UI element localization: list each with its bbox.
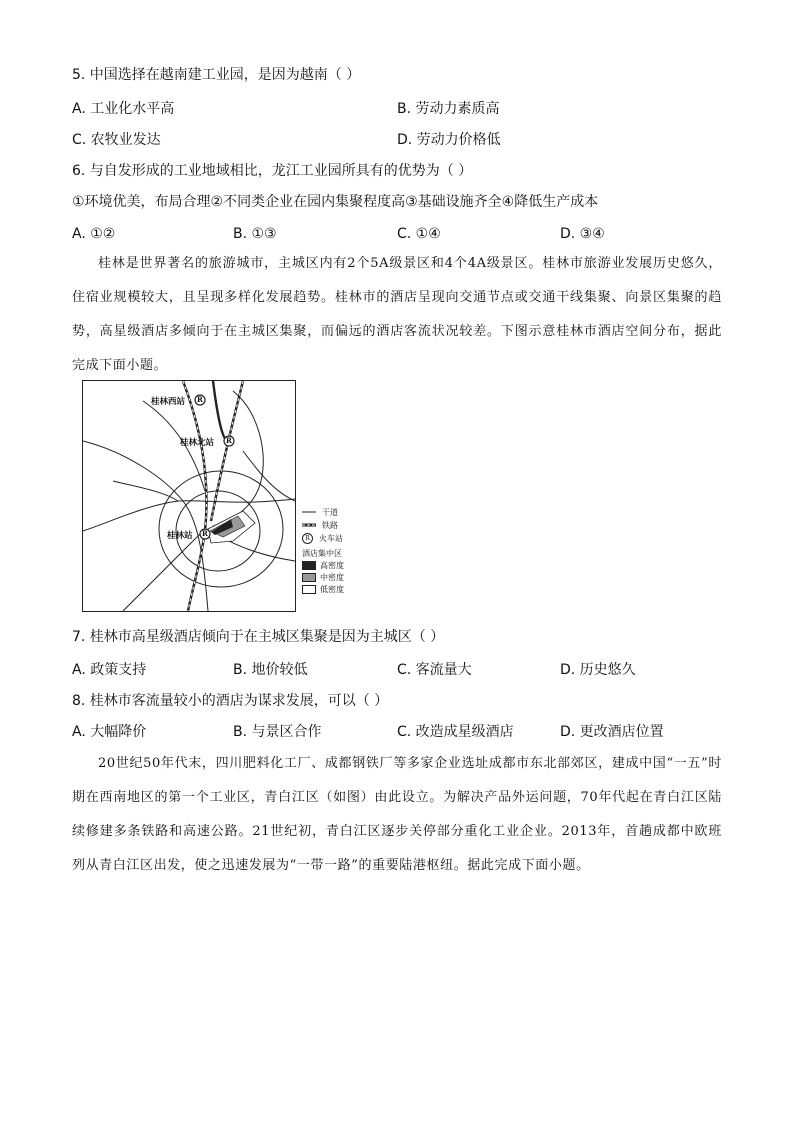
station-guilin-north-label: 桂林北站 bbox=[180, 438, 215, 448]
map-lines bbox=[83, 381, 295, 611]
q5-option-d: D. 劳动力价格低 bbox=[397, 132, 501, 148]
legend-high-density: 高密度 bbox=[302, 559, 344, 571]
legend-low-density: 低密度 bbox=[302, 583, 344, 595]
q6-option-d: D. ③④ bbox=[560, 226, 605, 242]
q6-option-a: A. ①② bbox=[72, 226, 116, 242]
road-line-icon bbox=[302, 509, 316, 515]
legend-road: 干道 bbox=[302, 506, 338, 518]
station-symbol-icon: R bbox=[202, 529, 208, 538]
legend-zone-title: 酒店集中区 bbox=[302, 548, 342, 558]
q5-option-b: B. 劳动力素质高 bbox=[397, 101, 500, 117]
high-density-swatch bbox=[302, 561, 316, 570]
hotel-distribution-map bbox=[82, 380, 296, 612]
q8-option-b: B. 与景区合作 bbox=[233, 724, 322, 740]
q6-statements: ①环境优美，布局合理②不同类企业在园内集聚程度高③基础设施齐全④降低生产成本 bbox=[72, 194, 599, 210]
station-icon: R bbox=[302, 533, 313, 544]
q8-stem: 8. 桂林市客流量较小的酒店为谋求发展，可以（ ） bbox=[72, 693, 389, 709]
station-symbol-icon: R bbox=[226, 436, 232, 445]
q6-option-b: B. ①③ bbox=[233, 226, 277, 242]
q6-option-c: C. ①④ bbox=[397, 226, 441, 242]
q8-option-c: C. 改造成星级酒店 bbox=[397, 724, 514, 740]
q7-option-c: C. 客流量大 bbox=[397, 662, 472, 678]
q5-stem: 5. 中国选择在越南建工业园，是因为越南（ ） bbox=[72, 67, 361, 83]
q8-option-a: A. 大幅降价 bbox=[72, 724, 147, 740]
q5-option-c: C. 农牧业发达 bbox=[72, 132, 161, 148]
mid-density-swatch bbox=[302, 573, 316, 582]
q7-option-b: B. 地价较低 bbox=[233, 662, 308, 678]
legend-rail: 铁路 bbox=[302, 519, 338, 531]
legend-station: R 火车站 bbox=[302, 532, 343, 544]
legend-mid-density: 中密度 bbox=[302, 571, 344, 583]
q5-option-a: A. 工业化水平高 bbox=[72, 101, 175, 117]
rail-line-icon bbox=[302, 522, 316, 528]
station-symbol-icon: R bbox=[197, 395, 203, 404]
q6-stem: 6. 与自发形成的工业地域相比，龙江工业园所具有的优势为（ ） bbox=[72, 163, 473, 179]
passage-qingbaijiang: 20世纪50年代末，四川肥料化工厂、成都钢铁厂等多家企业选址成都市东北部郊区，建成中国“一五”时期在西南地区的第一个工业区，青白江区（如图）由此设立。为解决产品外运问题，70年代起在青白江区陆续修建多条铁路和高速公路。21世纪初，青白江区逐步关停部分重化工业企业。2013年，首趟成都中欧班列从青白江区出发，使之迅速发展为“一带一路”的重要陆港枢纽。据此完成下面小题。 bbox=[72, 756, 722, 873]
q8-option-d: D. 更改酒店位置 bbox=[560, 724, 664, 740]
station-guilin-west-label: 桂林西站 bbox=[151, 397, 186, 407]
station-guilin-label: 桂林站 bbox=[167, 531, 193, 541]
q7-option-a: A. 政策支持 bbox=[72, 662, 147, 678]
q7-option-d: D. 历史悠久 bbox=[560, 662, 636, 678]
q7-stem: 7. 桂林市高星级酒店倾向于在主城区集聚是因为主城区（ ） bbox=[72, 629, 445, 645]
passage-guilin: 桂林是世界著名的旅游城市，主城区内有2个5A级景区和4个4A级景区。桂林市旅游业发展历史悠久，住宿业规模较大，且呈现多样化发展趋势。桂林市的酒店呈现向交通节点或交通干线集聚、向景区集聚的趋势，高星级酒店多倾向于在主城区集聚，而偏远的酒店客流状况较差。下图示意桂林市酒店空间分布，据此完成下面小题。 bbox=[72, 256, 722, 373]
low-density-swatch bbox=[302, 585, 316, 594]
